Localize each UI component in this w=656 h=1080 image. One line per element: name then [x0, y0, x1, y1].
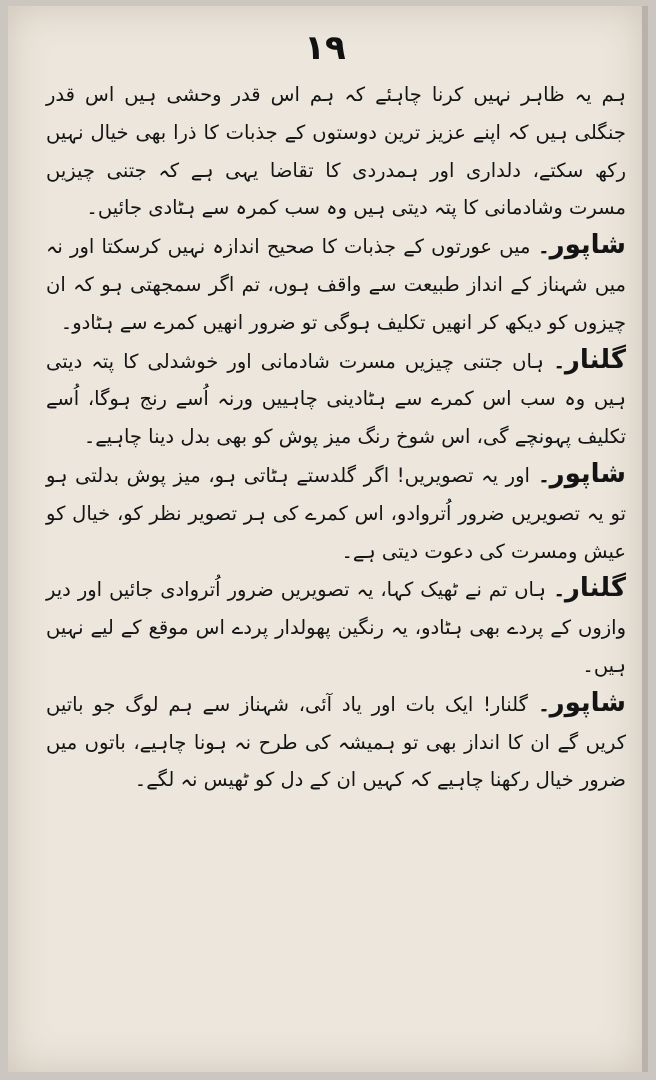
page-text	[46, 76, 626, 799]
speaker-name: شاپور	[549, 230, 626, 261]
dialogue-shapur-3	[46, 685, 626, 799]
book-page	[8, 6, 648, 1072]
speaker-dash: ۔	[530, 235, 550, 259]
dialogue-gulnar-1	[46, 342, 626, 456]
dialogue-shapur-1	[46, 227, 626, 341]
dialogue-text: ہاں تم نے ٹھیک کہا، یہ تصویریں ضرور اُتروادی جائیں اور دیر وازوں کے پردے بھی ہٹادو، یہ رنگین پھولدار پردے اس موقع کے لیے نہیں ہیں۔	[46, 578, 626, 677]
dialogue-text: گلنار! ایک بات اور یاد آئی، شہناز سے ہم لوگ جو باتیں کریں گے ان کا انداز بھی تو ہمیشہ کی طرح نہ ہونا چاہیے، باتوں میں ضرور خیال رکھنا چاہیے کہ کہیں ان کے دل کو ٹھیس نہ لگے۔	[46, 692, 626, 792]
speaker-name: شاپور	[549, 687, 626, 718]
dialogue-text: ہاں جتنی چیزیں مسرت شادمانی اور خوشدلی کا پتہ دیتی ہیں وہ سب اس کمرے سے ہٹادینی چاہییں ورنہ اُسے رنج ہوگا، اُسے تکلیف پہونچے گی، اس شوخ رنگ میز پوش کو بھی بدل دینا چاہیے۔	[46, 349, 626, 449]
speaker-name: شاپور	[549, 458, 626, 489]
dialogue-shapur-2	[46, 456, 626, 570]
paragraph-text: ہم یہ ظاہر نہیں کرنا چاہئے کہ ہم اس قدر وحشی ہیں اس قدر جنگلی ہیں کہ اپنے عزیز ترین دوستوں کے جذبات کا ذرا بھی خیال نہیں رکھ سکتے، دلداری اور ہمدردی کا تقاضا یہی ہے کہ جتنی چیزیں مسرت وشادمانی کا پتہ دیتی ہیں وہ سب کمرہ سے ہٹادی جائیں۔	[46, 83, 626, 220]
speaker-dash: ۔	[529, 463, 550, 487]
dialogue-gulnar-2	[46, 570, 626, 684]
speaker-name: گلنار	[564, 573, 626, 604]
speaker-dash: ۔	[527, 692, 550, 716]
page-number: ١٩	[304, 28, 346, 68]
dialogue-text: اور یہ تصویریں! اگر گلدستے ہٹاتی ہو، میز پوش بدلتی ہو تو یہ تصویریں ضرور اُتروادو، اس کمرے کی ہر تصویر نظر کو، خیال کو عیش ومسرت کی دعوت دیتی ہے۔	[46, 463, 626, 563]
dialogue-text: میں عورتوں کے جذبات کا صحیح اندازہ نہیں کرسکتا اور نہ میں شہناز کے انداز طبیعت سے واقف ہوں، تم اگر سمجھتی ہو کہ ان چیزوں کو دیکھ کر انھیں تکلیف ہوگی تو ضرور انھیں کمرے سے ہٹادو۔	[46, 235, 626, 334]
paragraph-intro	[46, 76, 626, 227]
speaker-name: گلنار	[564, 344, 626, 375]
speaker-dash: ۔	[543, 349, 565, 373]
speaker-dash: ۔	[545, 578, 565, 602]
